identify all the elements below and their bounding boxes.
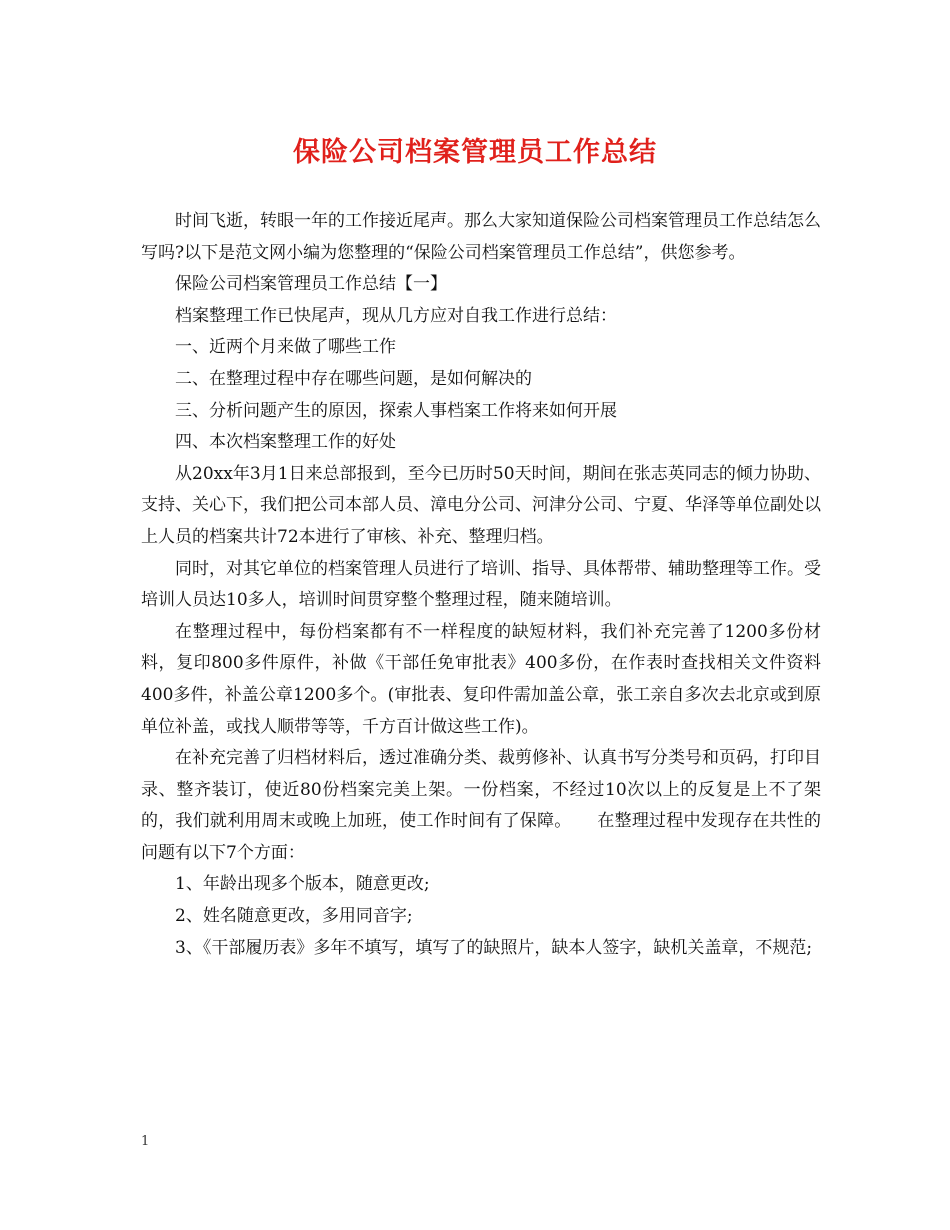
paragraph: 档案整理工作已快尾声，现从几方应对自我工作进行总结： <box>175 305 617 326</box>
paragraph: 从20xx年3月1日来总部报到，至今已历时50天时间，期间在张志英同志的倾力协助、支持、关心下，我们把公司本部人员、漳电分公司、河津分公司、宁夏、华泽等单位副处以上人员的档案共计72本进行了审核、补充、整理归档。 <box>141 463 821 547</box>
list-item: 1、年龄出现多个版本，随意更改; <box>175 874 430 895</box>
list-item: 二、在整理过程中存在哪些问题，是如何解决的 <box>175 368 532 389</box>
page-number: 1 <box>141 1134 150 1149</box>
list-item: 四、本次档案整理工作的好处 <box>175 432 396 453</box>
list-item: 2、姓名随意更改，多用同音字; <box>175 906 413 927</box>
document-title: 保险公司档案管理员工作总结 <box>293 137 657 168</box>
document-body <box>141 206 821 964</box>
paragraph: 在整理过程中，每份档案都有不一样程度的缺短材料，我们补充完善了1200多份材料，复印800多件原件，补做《干部任免审批表》400多份，在作表时查找相关文件资料400多件，补盖公章1200多个。(审批表、复印件需加盖公章，张工亲自多次去北京或到原单位补盖，或找人顺带等等，千方百计做这些工作)。 <box>141 621 821 737</box>
paragraph: 时间飞逝，转眼一年的工作接近尾声。那么大家知道保险公司档案管理员工作总结怎么写吗?以下是范文网小编为您整理的“保险公司档案管理员工作总结”，供您参考。 <box>141 211 821 263</box>
section-heading: 保险公司档案管理员工作总结【一】 <box>175 274 447 295</box>
list-item: 三、分析问题产生的原因，探索人事档案工作将来如何开展 <box>175 400 617 421</box>
paragraph: 同时，对其它单位的档案管理人员进行了培训、指导、具体帮带、辅助整理等工作。受培训人员达10多人，培训时间贯穿整个整理过程，随来随培训。 <box>141 558 821 611</box>
list-item: 3、《干部履历表》多年不填写，填写了的缺照片，缺本人签字，缺机关盖章，不规范; <box>175 937 813 958</box>
list-item: 一、近两个月来做了哪些工作 <box>175 337 396 358</box>
paragraph: 在补充完善了归档材料后，透过准确分类、裁剪修补、认真书写分类号和页码，打印目录、整齐装订，使近80份档案完美上架。一份档案，不经过10次以上的反复是上不了架的，我们就利用周末或晚上加班，使工作时间有了保障。 在整理过程中发现存在共性的问题有以下7个方面： <box>141 748 821 863</box>
